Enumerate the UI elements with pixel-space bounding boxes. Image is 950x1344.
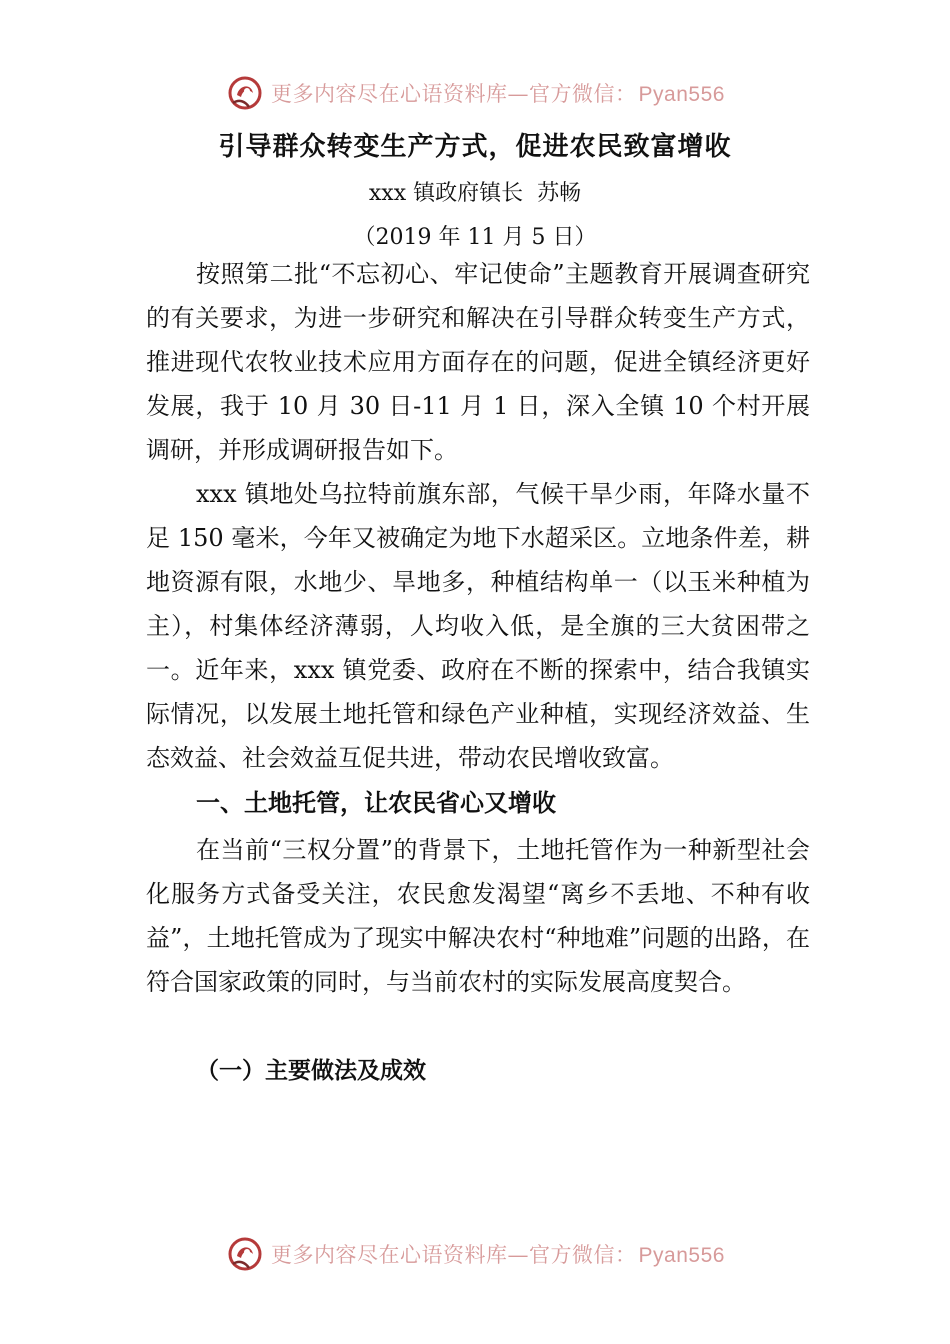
section-heading: 一、土地托管，让农民省心又增收 [196,789,556,817]
author-byline: xxx 镇政府镇长 苏畅 [368,181,582,206]
paragraph-intro: 按照第二批“不忘初心、牢记使命”主题教育开展调查研究的有关要求，为进一步研究和解决在引导群众转变生产方式，推进现代农牧业技术应用方面存在的问题，促进全镇经济更好发展，我于 10 月 30 日-11 月 1 日，深入全镇 10 个村开展调研，并形成调研报告如下。 [146,260,810,464]
watermark-footer [0,1231,950,1277]
paragraph-section1: 在当前“三权分置”的背景下，土地托管作为一种新型社会化服务方式备受关注，农民愈发渴望“离乡不丢地、不种有收益”，土地托管成为了现实中解决农村“种地难”问题的出路，在符合国家政策的同时，与当前农村的实际发展高度契合。 [146,836,810,996]
document-title: 引导群众转变生产方式，促进农民致富增收 [218,132,732,162]
watermark-text: 更多内容尽在心语资料库—官方微信：Pyan556 [271,1243,725,1267]
rose-logo-icon [225,73,265,113]
rose-logo-icon [225,1234,265,1274]
paragraph-background: xxx 镇地处乌拉特前旗东部，气候干旱少雨，年降水量不足 150 毫米，今年又被确定为地下水超采区。立地条件差，耕地资源有限，水地少、旱地多，种植结构单一（以玉米种植为主），村集体经济薄弱，人均收入低，是全旗的三大贫困带之一。近年来，xxx 镇党委、政府在不断的探索中，结合我镇实际情况，以发展土地托管和绿色产业种植，实现经济效益、生态效益、社会效益互促共进，带动农民增收致富。 [146,480,810,772]
watermark-text: 更多内容尽在心语资料库—官方微信：Pyan556 [271,82,725,106]
subsection-heading: （一）主要做法及成效 [196,1057,426,1084]
document-date: （2019 年 11 月 5 日） [353,225,597,250]
watermark-header [0,70,950,116]
